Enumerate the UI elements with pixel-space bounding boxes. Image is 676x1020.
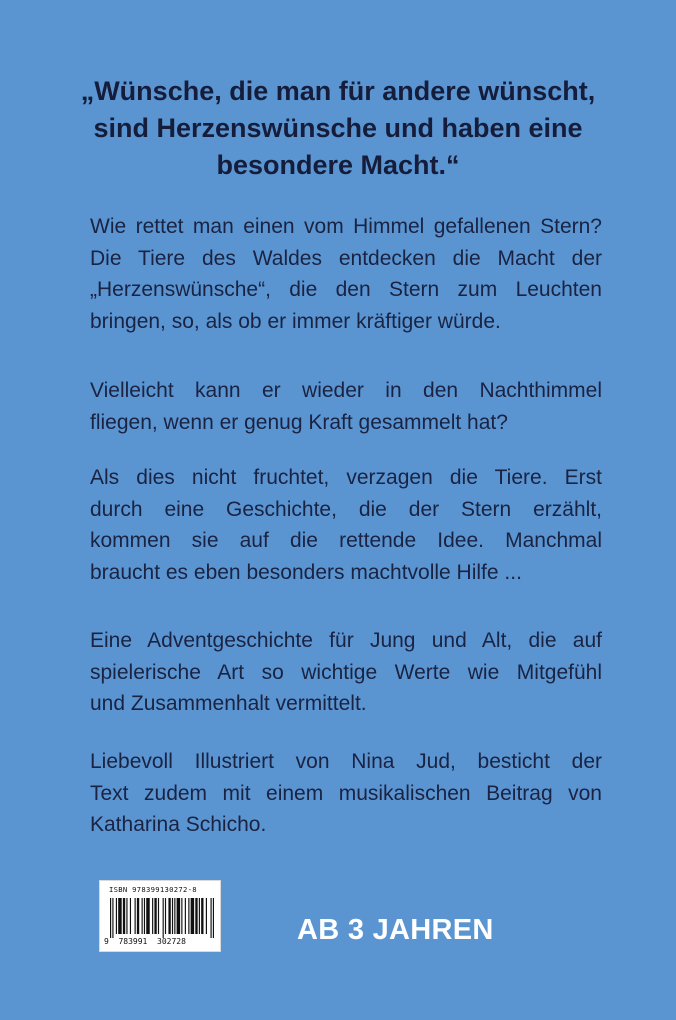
blurb-line: spielerische Art so wichtige Werte wie Mitgefühl <box>90 660 602 684</box>
quote-line: „Wünsche, die man für andere wünscht, <box>80 76 596 106</box>
blurb-line: bringen, so, als ob er immer kräftiger würde. <box>90 309 501 333</box>
ean-right-digits: 302728 <box>157 937 186 946</box>
barcode-bar <box>130 898 131 934</box>
isbn-barcode <box>99 880 221 952</box>
barcode-bar <box>191 898 195 934</box>
barcode-bar <box>135 898 136 934</box>
blurb-line: fliegen, wenn er genug Kraft gesammelt hat? <box>90 410 508 434</box>
quote-line: sind Herzenswünsche und haben eine <box>93 113 583 143</box>
blurb-line: durch eine Geschichte, die der Stern erzählt, <box>90 497 602 521</box>
blurb-line: und Zusammenhalt vermittelt. <box>90 692 367 715</box>
barcode-bar <box>199 898 200 934</box>
isbn-label: ISBN 978399130272-8 <box>109 885 197 894</box>
barcode-bar <box>152 898 153 934</box>
barcode-bar <box>195 898 197 934</box>
barcode-bar <box>206 898 207 934</box>
barcode-bar <box>137 898 139 934</box>
barcode-bar <box>168 898 170 934</box>
blurb-line: Text zudem mit einem musikalischen Beitrag von <box>90 781 602 805</box>
blurb-paragraph-advent <box>90 625 602 720</box>
barcode-bar <box>116 898 117 934</box>
ean-digits <box>104 937 186 946</box>
barcode-bar <box>210 898 211 938</box>
barcode-bar <box>112 898 113 938</box>
barcode-bar <box>177 898 181 934</box>
barcode-bar <box>188 898 189 934</box>
blurb-line: Als dies nicht fruchtet, verzagen die Tiere. Erst <box>90 466 602 489</box>
barcode-bar <box>172 898 173 934</box>
barcode-bar <box>126 898 127 934</box>
barcode-bar <box>144 898 145 934</box>
barcode-bar <box>201 898 203 934</box>
blurb-paragraph-rescue <box>90 211 602 337</box>
blurb-line: Katharina Schicho. <box>90 813 267 836</box>
barcode-bar <box>118 898 122 934</box>
blurb-line: Liebevoll Illustriert von Nina Jud, besticht der <box>90 750 602 773</box>
barcode-bar <box>154 898 156 934</box>
blurb-line: Die Tiere des Waldes entdecken die Macht der <box>90 246 602 270</box>
headline-quote <box>40 73 636 184</box>
barcode-bar <box>165 898 166 934</box>
blurb-line: Eine Adventgeschichte für Jung und Alt, die auf <box>90 629 602 652</box>
barcode-bars-icon <box>110 898 214 938</box>
blurb-line: braucht es eben besonders machtvolle Hilfe ... <box>90 560 522 584</box>
barcode-bar <box>110 898 111 938</box>
barcode-bar <box>213 898 214 938</box>
barcode-bar <box>174 898 175 934</box>
quote-line: besondere Macht.“ <box>216 150 460 180</box>
barcode-bar <box>185 898 186 934</box>
barcode-bar <box>123 898 125 934</box>
blurb-paragraph-story <box>90 462 602 588</box>
blurb-paragraph-night-sky <box>90 375 602 438</box>
barcode-bar <box>181 898 182 934</box>
age-recommendation: AB 3 JAHREN <box>297 914 494 946</box>
barcode-bar <box>142 898 143 934</box>
blurb-line: Vielleicht kann er wieder in den Nachthimmel <box>90 379 602 402</box>
blurb-line: Wie rettet man einen vom Himmel gefallenen Stern? <box>90 215 602 238</box>
ean-first-digit: 9 <box>104 937 109 946</box>
blurb-line: „Herzenswünsche“, die den Stern zum Leuchten <box>90 278 602 301</box>
blurb-line: kommen sie auf die rettende Idee. Manchmal <box>90 529 602 552</box>
ean-left-digits: 783991 <box>118 937 148 946</box>
blurb-paragraph-credits <box>90 746 602 841</box>
barcode-bar <box>163 898 164 938</box>
barcode-bar <box>158 898 159 934</box>
barcode-bar <box>146 898 150 934</box>
